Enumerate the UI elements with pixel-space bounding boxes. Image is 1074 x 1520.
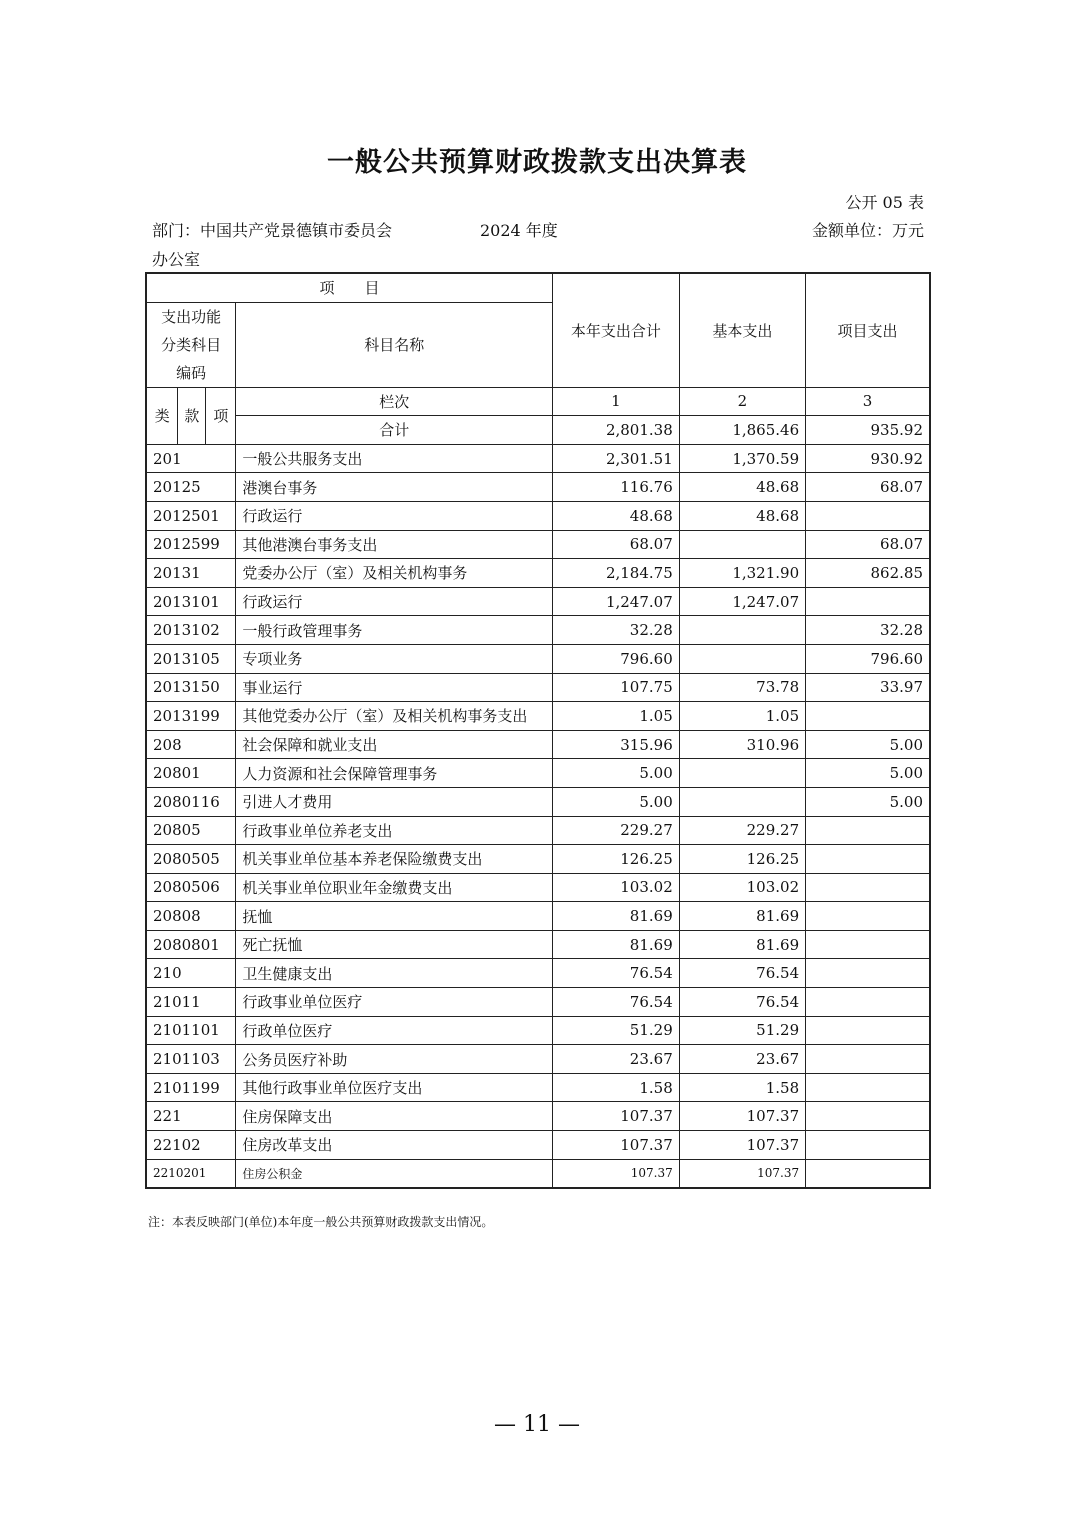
row-total: 116.76 [553,473,680,502]
row-code: 2012599 [146,530,236,559]
row-project: 5.00 [806,759,930,788]
table-row [146,988,930,1017]
row-basic [679,616,805,645]
row-total: 2,184.75 [553,559,680,588]
table-row [146,473,930,502]
table-row [146,787,930,816]
row-code: 2101101 [146,1016,236,1045]
row-basic: 1,321.90 [679,559,805,588]
row-code: 201 [146,444,236,473]
table-row [146,1102,930,1131]
row-basic: 1,247.07 [679,587,805,616]
row-project [806,873,930,902]
row-total: 76.54 [553,959,680,988]
sum-basic: 1,865.46 [679,416,805,445]
row-code: 20808 [146,902,236,931]
row-name: 行政运行 [236,587,553,616]
department: 部门：中国共产党景德镇市委员会 [152,221,393,240]
row-name: 其他党委办公厅（室）及相关机构事务支出 [236,702,553,731]
row-basic [679,644,805,673]
row-total: 81.69 [553,902,680,931]
sum-project: 935.92 [806,416,930,445]
row-project [806,1102,930,1131]
table-row [146,501,930,530]
row-code: 2080116 [146,787,236,816]
row-project [806,902,930,931]
row-basic: 51.29 [679,1016,805,1045]
expenditure-table [145,272,931,1189]
header-xiang: 项 [206,387,236,444]
table-row [146,959,930,988]
table-row [146,673,930,702]
row-code: 2013105 [146,644,236,673]
row-basic: 107.37 [679,1102,805,1131]
table-row [146,902,930,931]
header-basic: 基本支出 [679,273,805,387]
row-name: 抚恤 [236,902,553,931]
row-total: 1.05 [553,702,680,731]
table-row [146,1016,930,1045]
row-basic [679,787,805,816]
row-name: 一般行政管理事务 [236,616,553,645]
row-total: 5.00 [553,787,680,816]
row-basic: 126.25 [679,845,805,874]
row-basic: 73.78 [679,673,805,702]
row-project [806,1159,930,1188]
row-code: 2080801 [146,930,236,959]
header-subject-name: 科目名称 [236,302,553,387]
row-name: 专项业务 [236,644,553,673]
row-project: 68.07 [806,473,930,502]
row-project [806,1045,930,1074]
page-title: 一般公共预算财政拨款支出决算表 [327,147,747,178]
table-row [146,1045,930,1074]
row-project: 930.92 [806,444,930,473]
row-name: 引进人才费用 [236,787,553,816]
row-project: 796.60 [806,644,930,673]
row-project [806,1131,930,1160]
row-total: 107.37 [553,1102,680,1131]
row-total: 1,247.07 [553,587,680,616]
row-name: 一般公共服务支出 [236,444,553,473]
row-project [806,988,930,1017]
row-total: 48.68 [553,501,680,530]
row-name: 卫生健康支出 [236,959,553,988]
row-project: 32.28 [806,616,930,645]
row-basic: 107.37 [679,1131,805,1160]
table-row [146,444,930,473]
row-name: 社会保障和就业支出 [236,730,553,759]
row-basic: 1.05 [679,702,805,731]
row-project [806,816,930,845]
row-project [806,501,930,530]
row-name: 党委办公厅（室）及相关机构事务 [236,559,553,588]
row-code: 20131 [146,559,236,588]
row-basic [679,759,805,788]
year: 2024 年度 [480,221,558,240]
col-no-1: 1 [553,387,680,416]
table-row [146,644,930,673]
row-name: 其他行政事业单位医疗支出 [236,1073,553,1102]
row-basic: 48.68 [679,473,805,502]
amount-unit: 金额单位：万元 [811,221,924,240]
row-code: 2013101 [146,587,236,616]
table-row [146,816,930,845]
row-code: 2080505 [146,845,236,874]
table-row [146,1073,930,1102]
row-code: 20125 [146,473,236,502]
row-project: 5.00 [806,730,930,759]
row-project: 862.85 [806,559,930,588]
row-name: 行政事业单位医疗 [236,988,553,1017]
row-name: 机关事业单位基本养老保险缴费支出 [236,845,553,874]
header-code-group: 支出功能分类科目编码 [146,302,236,387]
row-basic: 81.69 [679,930,805,959]
row-name: 港澳台事务 [236,473,553,502]
row-code: 2101103 [146,1045,236,1074]
row-code: 2080506 [146,873,236,902]
row-code: 2101199 [146,1073,236,1102]
row-name: 行政单位医疗 [236,1016,553,1045]
row-basic: 107.37 [679,1159,805,1188]
row-project [806,702,930,731]
table-row [146,759,930,788]
col-no-3: 3 [806,387,930,416]
row-name: 行政运行 [236,501,553,530]
row-code: 221 [146,1102,236,1131]
page-number: — 11 — [494,1412,580,1437]
row-basic: 1.58 [679,1073,805,1102]
row-project [806,1073,930,1102]
row-total: 76.54 [553,988,680,1017]
row-name: 公务员医疗补助 [236,1045,553,1074]
col-no-2: 2 [679,387,805,416]
sum-label: 合计 [236,416,553,445]
row-name: 事业运行 [236,673,553,702]
table-row [146,845,930,874]
row-basic: 48.68 [679,501,805,530]
row-code: 2013199 [146,702,236,731]
table-row [146,1131,930,1160]
row-total: 107.37 [553,1159,680,1188]
row-basic: 310.96 [679,730,805,759]
table-row [146,587,930,616]
header-total: 本年支出合计 [553,273,680,387]
row-project [806,930,930,959]
header-project: 项 目 [146,273,553,302]
row-code: 208 [146,730,236,759]
row-basic: 229.27 [679,816,805,845]
row-code: 2210201 [146,1159,236,1188]
row-name: 死亡抚恤 [236,930,553,959]
row-basic [679,530,805,559]
row-basic: 1,370.59 [679,444,805,473]
row-code: 2013102 [146,616,236,645]
row-basic: 76.54 [679,988,805,1017]
row-basic: 23.67 [679,1045,805,1074]
table-row [146,873,930,902]
row-total: 23.67 [553,1045,680,1074]
row-code: 20805 [146,816,236,845]
row-name: 住房保障支出 [236,1102,553,1131]
row-total: 107.75 [553,673,680,702]
header-lei: 类 [146,387,178,444]
row-project [806,1016,930,1045]
row-total: 1.58 [553,1073,680,1102]
row-total: 103.02 [553,873,680,902]
row-project [806,845,930,874]
table-row [146,930,930,959]
row-name: 其他港澳台事务支出 [236,530,553,559]
row-project: 5.00 [806,787,930,816]
row-code: 2013150 [146,673,236,702]
row-code: 210 [146,959,236,988]
row-code: 21011 [146,988,236,1017]
row-name: 机关事业单位职业年金缴费支出 [236,873,553,902]
row-code: 20801 [146,759,236,788]
table-row [146,616,930,645]
row-total: 32.28 [553,616,680,645]
row-total: 126.25 [553,845,680,874]
row-total: 81.69 [553,930,680,959]
row-name: 住房改革支出 [236,1131,553,1160]
footnote: 注：本表反映部门(单位)本年度一般公共预算财政拨款支出情况。 [148,1215,494,1229]
row-total: 5.00 [553,759,680,788]
row-total: 68.07 [553,530,680,559]
table-row [146,702,930,731]
row-total: 229.27 [553,816,680,845]
row-project [806,959,930,988]
row-project: 68.07 [806,530,930,559]
table-row [146,559,930,588]
row-total: 2,301.51 [553,444,680,473]
row-total: 315.96 [553,730,680,759]
row-basic: 103.02 [679,873,805,902]
header-project-exp: 项目支出 [806,273,930,387]
row-basic: 81.69 [679,902,805,931]
department-cont: 办公室 [152,250,201,269]
row-name: 行政事业单位养老支出 [236,816,553,845]
row-project: 33.97 [806,673,930,702]
table-row [146,530,930,559]
row-project [806,587,930,616]
table-row [146,1159,930,1188]
row-total: 796.60 [553,644,680,673]
sum-total: 2,801.38 [553,416,680,445]
row-name: 住房公积金 [236,1159,553,1188]
header-column-no: 栏次 [236,387,553,416]
row-name: 人力资源和社会保障管理事务 [236,759,553,788]
header-kuan: 款 [178,387,206,444]
row-code: 22102 [146,1131,236,1160]
row-total: 51.29 [553,1016,680,1045]
row-basic: 76.54 [679,959,805,988]
form-id: 公开 05 表 [845,193,924,212]
row-code: 2012501 [146,501,236,530]
row-total: 107.37 [553,1131,680,1160]
table-row [146,730,930,759]
